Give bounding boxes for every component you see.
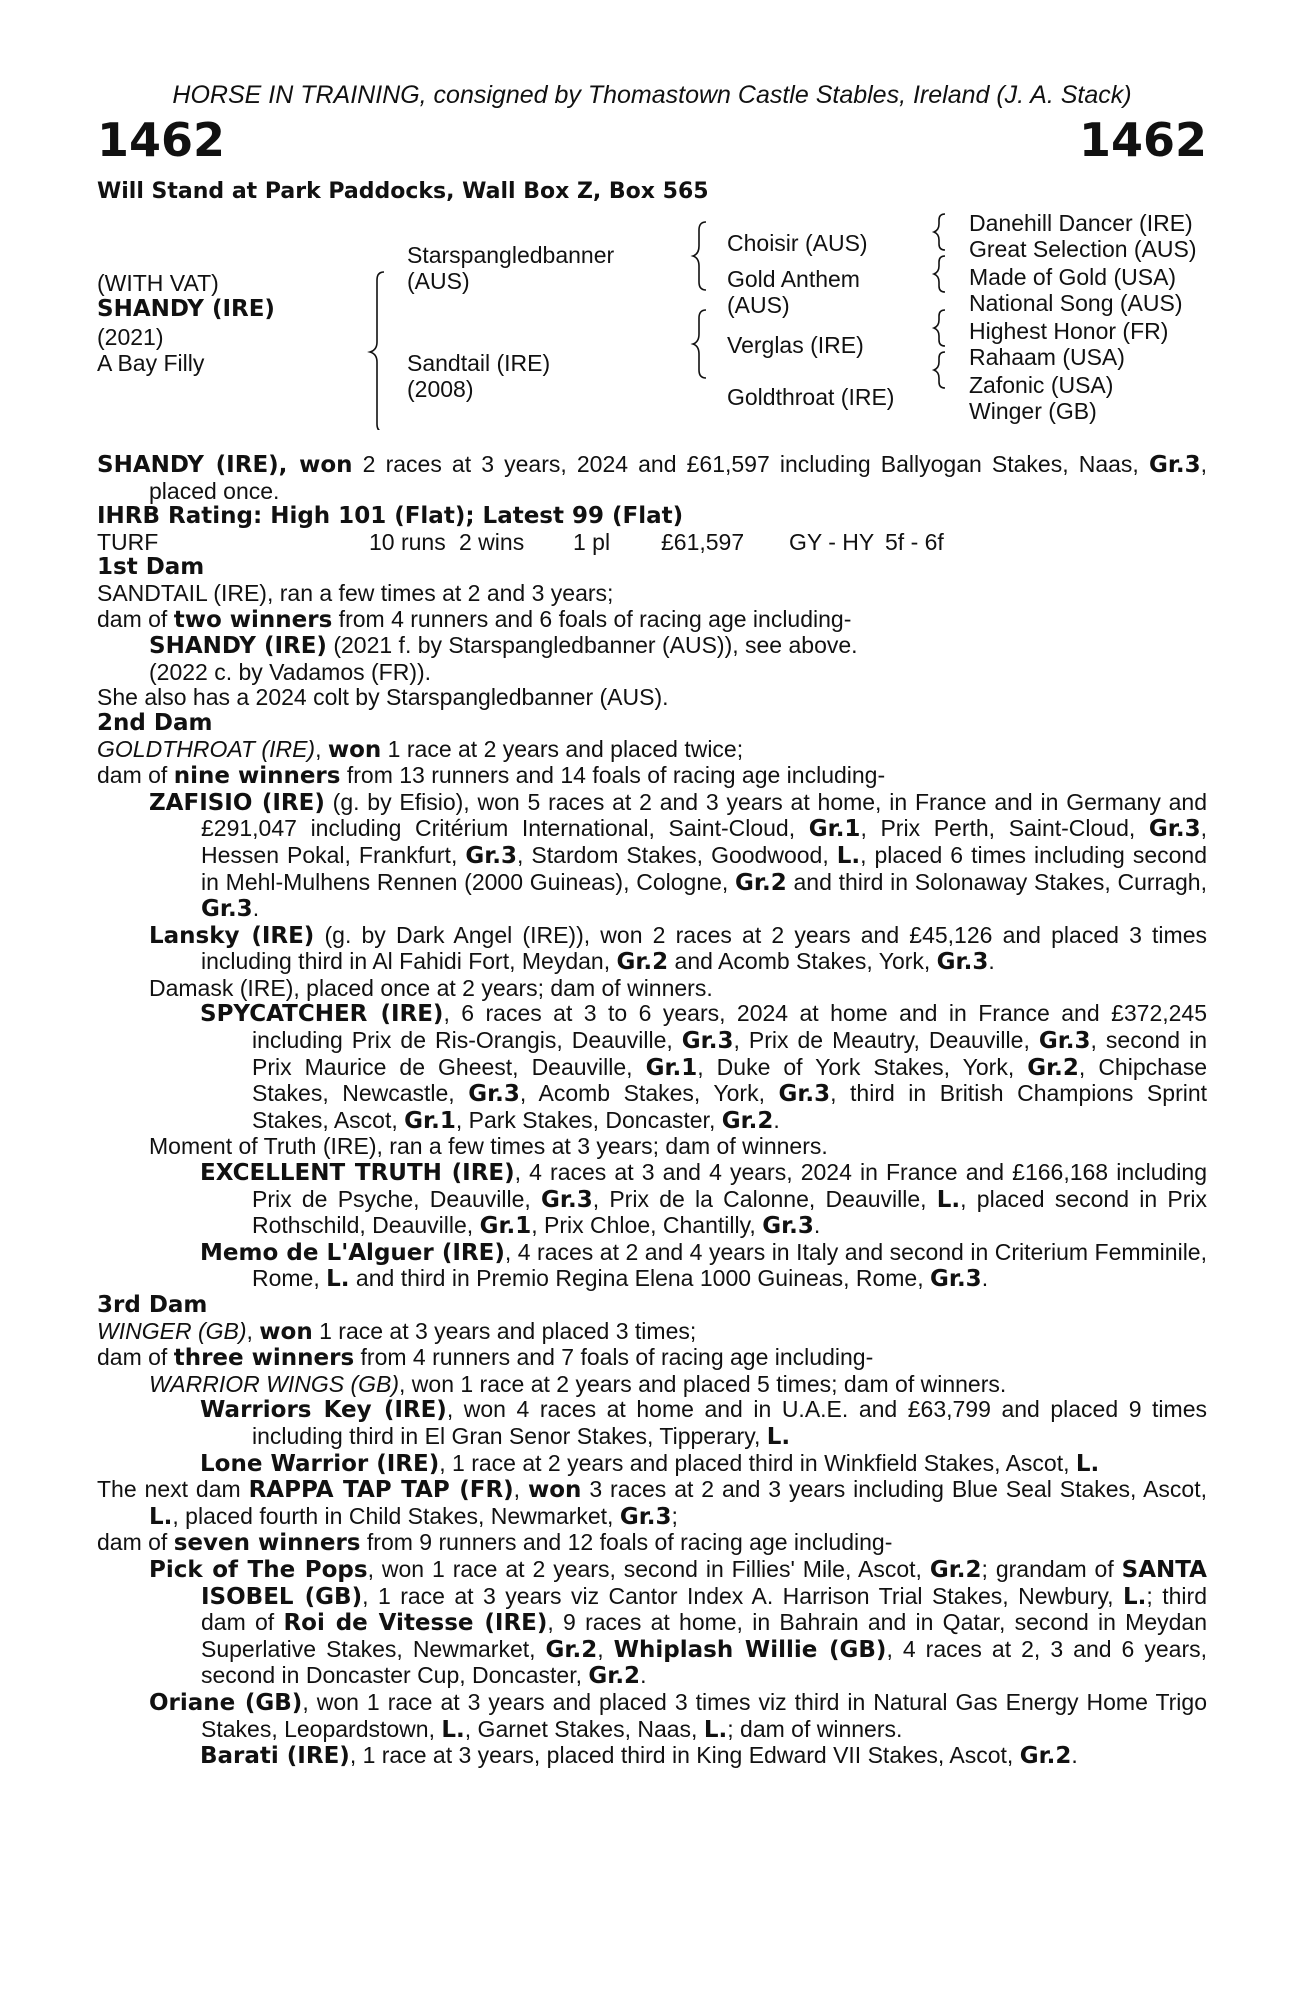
- dam-year: (2008): [407, 376, 474, 402]
- ggs-7: Zafonic (USA): [969, 372, 1114, 398]
- text-run: dam of: [97, 1344, 174, 1371]
- horse-name: SHANDY (IRE): [97, 296, 275, 322]
- text-run: , won 1 race at 2 years, second in Fillies' Mile, Ascot,: [367, 1555, 930, 1582]
- text-run: , Duke of York Stakes, York,: [697, 1053, 1028, 1080]
- lot-number-left: 1462: [97, 113, 226, 167]
- dam-name: Sandtail (IRE): [407, 350, 551, 376]
- text-run: , won 1 race at 3 years and placed 3 times viz third in Natural Gas Energy Home Trigo Stakes, Leopardstown,: [201, 1688, 1207, 1742]
- text-run: Gr.3: [541, 1186, 593, 1213]
- text-run: ; third dam of: [201, 1582, 1207, 1636]
- text-run: SPYCATCHER (IRE): [200, 1001, 444, 1028]
- text-run: EXCELLENT TRUTH (IRE): [200, 1160, 515, 1187]
- text-run: , 4 races at 3 and 4 years, 2024 in France and £166,168 including Prix de Psyche, Deauville,: [252, 1159, 1207, 1212]
- text-run: ,: [513, 1476, 528, 1503]
- third-dam-heading: 3rd Dam: [97, 1292, 208, 1318]
- text-run: , Prix de Meautry, Deauville,: [733, 1027, 1039, 1054]
- text-run: Gr.3: [201, 896, 253, 923]
- text-run: three winners: [173, 1345, 355, 1372]
- text-run: won: [259, 1318, 313, 1345]
- text-run: ZAFISIO (IRE): [149, 789, 325, 816]
- text-run: .: [988, 948, 995, 975]
- text-run: .: [640, 1662, 647, 1689]
- text-run: SANTA ISOBEL (GB): [201, 1556, 1207, 1610]
- text-run: £61,597: [661, 528, 745, 555]
- text-run: , won 1 race at 2 years and placed 5 times; dam of winners.: [399, 1370, 1007, 1397]
- text-run: Gr.3: [762, 1213, 814, 1240]
- text-run: SHANDY (IRE): [97, 452, 279, 478]
- text-run: , placed second in Prix Rothschild, Deauville,: [252, 1185, 1207, 1239]
- text-run: , Prix de la Calonne, Deauville,: [592, 1185, 937, 1212]
- entry-warrior-wings: [97, 1372, 1207, 1398]
- text-run: from 13 runners and 14 foals of racing age including-: [340, 762, 886, 789]
- text-run: dam of: [97, 1529, 174, 1556]
- text-run: SHANDY (IRE): [149, 633, 327, 660]
- text-run: , Acomb Stakes, York,: [519, 1080, 779, 1107]
- text-run: Gr.3: [681, 1028, 734, 1055]
- text-run: , third in British Champions Sprint Stakes, Ascot,: [252, 1080, 1208, 1133]
- text-run: , 1 race at 3 years viz Cantor Index A. Harrison Trial Stakes, Newbury,: [362, 1582, 1123, 1609]
- text-run: from 4 runners and 7 foals of racing age including-: [354, 1344, 874, 1371]
- text-run: , won: [278, 452, 353, 478]
- text-run: L.: [766, 1423, 791, 1450]
- text-run: .: [773, 1106, 780, 1133]
- ggs-4: National Song (AUS): [969, 290, 1183, 316]
- text-run: nine winners: [173, 763, 341, 790]
- text-run: 10 runs: [369, 528, 446, 555]
- text-run: .: [813, 1212, 821, 1239]
- text-run: seven winners: [173, 1530, 361, 1557]
- text-run: WINGER (GB): [97, 1317, 247, 1344]
- text-run: Gr.3: [619, 1503, 672, 1530]
- text-run: ;: [671, 1502, 678, 1529]
- lot-number-right: 1462: [1078, 113, 1207, 167]
- ggs-2: Great Selection (AUS): [969, 236, 1197, 262]
- text-run: and third in Solonaway Stakes, Curragh,: [786, 868, 1207, 895]
- third-dam-line: [97, 1319, 1207, 1346]
- text-run: Gr.3: [1148, 816, 1201, 843]
- text-run: , placed once.: [149, 451, 1208, 504]
- text-run: Gr.3: [778, 1081, 831, 1108]
- text-run: 1 pl: [573, 528, 611, 555]
- sire-name: Starspangledbanner: [407, 242, 615, 268]
- text-run: , Garnet Stakes, Naas,: [464, 1715, 704, 1742]
- first-dam-line: SANDTAIL (IRE), ran a few times at 2 and 3 years;: [97, 579, 614, 606]
- text-run: 2 wins: [459, 528, 525, 555]
- vat-note: (WITH VAT): [97, 270, 219, 296]
- text-run: 1 race at 2 years and placed twice;: [381, 735, 744, 762]
- horse-year: (2021): [97, 324, 164, 350]
- text-run: Lansky (IRE): [149, 922, 315, 949]
- ggs-5: Highest Honor (FR): [969, 318, 1169, 344]
- text-run: , won 4 races at home and in U.A.E. and £63,799 and placed 9 times including third in El Gran Senor Stakes, Tipperary,: [252, 1396, 1207, 1449]
- text-run: , Stardom Stakes, Goodwood,: [517, 841, 837, 868]
- text-run: Gr.2: [545, 1636, 598, 1663]
- stable-location: Will Stand at Park Paddocks, Wall Box Z, Box 565: [97, 179, 709, 204]
- entry-excellent-truth: [97, 1160, 1207, 1240]
- text-run: Gr.2: [616, 949, 669, 976]
- text-run: Gr.3: [1148, 452, 1201, 478]
- text-run: Warriors Key (IRE): [200, 1397, 447, 1424]
- ggs-1: Danehill Dancer (IRE): [969, 210, 1193, 236]
- text-run: , 6 races at 3 to 6 years, 2024 at home and in France and £372,245 including Prix de Ris-Orangis, Deauville,: [252, 1000, 1207, 1054]
- text-run: , 4 races at 2 and 4 years in Italy and second in Criterium Femminile, Rome,: [252, 1238, 1207, 1292]
- dam-sire: Verglas (IRE): [727, 332, 864, 358]
- text-run: .: [252, 895, 260, 922]
- text-run: Gr.2: [588, 1663, 641, 1690]
- lot-number-row: [97, 114, 1207, 166]
- text-run: , Chipchase Stakes, Newcastle,: [252, 1053, 1207, 1107]
- turf-record: [97, 530, 1207, 556]
- text-run: .: [981, 1265, 989, 1292]
- entry-damask: Damask (IRE), placed once at 2 years; dam of winners.: [149, 974, 713, 1001]
- ggs-6: Rahaam (USA): [969, 344, 1125, 370]
- first-dam-foal-2: (2022 c. by Vadamos (FR)).: [149, 658, 432, 685]
- entry-barati: [97, 1743, 1207, 1770]
- text-run: , placed 6 times including second in Mehl-Mulhens Rennen (2000 Guineas), Cologne,: [201, 841, 1208, 895]
- entry-spycatcher: [97, 1001, 1207, 1134]
- sire-country: (AUS): [407, 268, 470, 294]
- text-run: GOLDTHROAT (IRE): [97, 735, 316, 762]
- text-run: Gr.3: [465, 842, 518, 869]
- text-run: Lone Warrior (IRE): [200, 1450, 440, 1477]
- text-run: from 4 runners and 6 foals of racing age including-: [332, 605, 852, 632]
- race-summary: [97, 452, 1207, 504]
- text-run: Gr.2: [735, 869, 787, 896]
- sire-sire: Choisir (AUS): [727, 230, 868, 256]
- text-run: Pick of The Pops: [149, 1556, 368, 1583]
- sire-dam: Gold Anthem: [727, 266, 860, 292]
- text-run: , Prix Perth, Saint-Cloud,: [860, 815, 1149, 842]
- text-run: from 9 runners and 12 foals of racing age including-: [360, 1529, 893, 1556]
- text-run: Whiplash Willie (GB): [613, 1636, 887, 1663]
- text-run: 3 races at 2 and 3 years including Blue Seal Stakes, Ascot,: [581, 1476, 1207, 1503]
- first-dam-heading: 1st Dam: [97, 554, 205, 581]
- text-run: L.: [326, 1266, 350, 1293]
- text-run: .: [1071, 1742, 1078, 1769]
- entry-moment-of-truth: Moment of Truth (IRE), ran a few times at 3 years; dam of winners.: [149, 1133, 828, 1160]
- text-run: ,: [246, 1317, 260, 1344]
- second-dam-line: [97, 737, 1207, 764]
- text-run: , 1 race at 3 years, placed third in King Edward VII Stakes, Ascot,: [349, 1742, 1020, 1769]
- entry-lone-warrior: [97, 1451, 1207, 1478]
- text-run: RAPPA TAP TAP (FR): [248, 1477, 514, 1504]
- consignment-line: HORSE IN TRAINING, consigned by Thomastown Castle Stables, Ireland (J. A. Stack): [172, 81, 1132, 109]
- text-run: L.: [441, 1716, 465, 1743]
- text-run: Oriane (GB): [149, 1689, 303, 1716]
- text-run: L.: [936, 1186, 961, 1213]
- text-run: Gr.1: [645, 1054, 698, 1081]
- text-run: Gr.1: [808, 816, 861, 843]
- text-run: dam of: [97, 762, 174, 789]
- text-run: and third in Premio Regina Elena 1000 Guineas, Rome,: [349, 1265, 930, 1292]
- third-dam-produce: [97, 1345, 1207, 1372]
- text-run: , 9 races at home, in Bahrain and in Qatar, second in Meydan Superlative Stakes, Newmarket,: [201, 1609, 1207, 1662]
- text-run: , Hessen Pokal, Frankfurt,: [201, 815, 1207, 868]
- text-run: and Acomb Stakes, York,: [668, 948, 937, 975]
- text-run: L.: [149, 1503, 173, 1530]
- text-run: Gr.3: [1038, 1028, 1091, 1055]
- text-run: , second in Prix Maurice de Gheest, Deauville,: [252, 1027, 1207, 1080]
- text-run: GY - HY: [789, 528, 875, 555]
- entry-oriane: [97, 1690, 1207, 1743]
- text-run: 5f - 6f: [885, 528, 944, 555]
- text-run: Gr.2: [721, 1107, 774, 1134]
- text-run: Gr.2: [1019, 1743, 1072, 1770]
- text-run: L.: [836, 842, 861, 869]
- sire-dam-country: (AUS): [727, 292, 790, 318]
- entry-lansky: [97, 923, 1207, 976]
- next-dam-produce: [97, 1530, 1207, 1557]
- first-dam-note: She also has a 2024 colt by Starspangledbanner (AUS).: [97, 684, 669, 711]
- ggs-3: Made of Gold (USA): [969, 264, 1177, 290]
- text-run: Gr.3: [930, 1266, 982, 1293]
- text-run: L.: [1123, 1583, 1147, 1610]
- text-run: Barati (IRE): [200, 1743, 350, 1770]
- text-run: , Prix Chloe, Chantilly,: [531, 1212, 763, 1239]
- catalogue-page: [97, 80, 1207, 1770]
- text-run: (2021 f. by Starspangledbanner (AUS)), see above.: [326, 632, 858, 659]
- catalogue-body: [97, 452, 1207, 1770]
- text-run: 2 races at 3 years, 2024 and £61,597 including Ballyogan Stakes, Naas,: [352, 451, 1139, 477]
- entry-memo-de-lalguer: [97, 1240, 1207, 1293]
- entry-warriors-key: [97, 1397, 1207, 1450]
- rating-heading: IHRB Rating: High 101 (Flat); Latest 99 (Flat): [97, 503, 684, 530]
- text-run: WARRIOR WINGS (GB): [149, 1370, 400, 1397]
- text-run: ; dam of winners.: [727, 1715, 903, 1742]
- text-run: (g. by Efisio), won 5 races at 2 and 3 years at home, in France and in Germany and £291,047 including Critérium International, Saint-Cloud,: [201, 788, 1207, 842]
- pedigree-table: [97, 210, 1207, 430]
- text-run: Gr.3: [468, 1081, 520, 1108]
- text-run: 1 race at 3 years and placed 3 times;: [312, 1317, 697, 1344]
- text-run: , placed fourth in Child Stakes, Newmarket,: [172, 1502, 620, 1529]
- text-run: , 4 races at 2, 3 and 6 years, second in Doncaster Cup, Doncaster,: [201, 1635, 1208, 1689]
- text-run: Gr.1: [479, 1213, 532, 1240]
- text-run: ,: [597, 1635, 614, 1662]
- text-run: Gr.2: [929, 1556, 982, 1583]
- text-run: ,: [315, 735, 328, 762]
- text-run: L.: [703, 1716, 728, 1743]
- text-run: TURF: [97, 528, 159, 555]
- text-run: Gr.3: [936, 949, 989, 976]
- text-run: won: [527, 1477, 582, 1504]
- second-dam-heading: 2nd Dam: [97, 709, 213, 736]
- text-run: , 1 race at 2 years and placed third in Winkfield Stakes, Ascot,: [439, 1449, 1076, 1476]
- text-run: won: [327, 736, 382, 763]
- first-dam-foal-1: [97, 633, 1207, 660]
- text-run: two winners: [173, 606, 333, 633]
- text-run: The next dam: [97, 1476, 249, 1503]
- text-run: dam of: [97, 605, 174, 632]
- text-run: Memo de L'Alguer (IRE): [200, 1239, 505, 1266]
- next-dam-line: [97, 1477, 1207, 1530]
- text-run: , Park Stakes, Doncaster,: [455, 1106, 722, 1133]
- text-run: Gr.1: [404, 1107, 456, 1134]
- first-dam-produce: [97, 607, 1207, 634]
- second-dam-produce: [97, 763, 1207, 790]
- text-run: L.: [1075, 1450, 1100, 1477]
- text-run: Roi de Vitesse (IRE): [283, 1610, 548, 1637]
- ggs-8: Winger (GB): [969, 398, 1097, 424]
- dam-dam: Goldthroat (IRE): [727, 384, 895, 410]
- entry-pick-of-the-pops: [97, 1557, 1207, 1690]
- text-run: Gr.2: [1027, 1054, 1079, 1081]
- text-run: (g. by Dark Angel (IRE)), won 2 races at 2 years and £45,126 and placed 3 times including third in Al Fahidi Fort, Meydan,: [201, 921, 1207, 975]
- horse-description: A Bay Filly: [97, 350, 205, 376]
- entry-zafisio: [97, 790, 1207, 923]
- text-run: ; grandam of: [981, 1555, 1122, 1582]
